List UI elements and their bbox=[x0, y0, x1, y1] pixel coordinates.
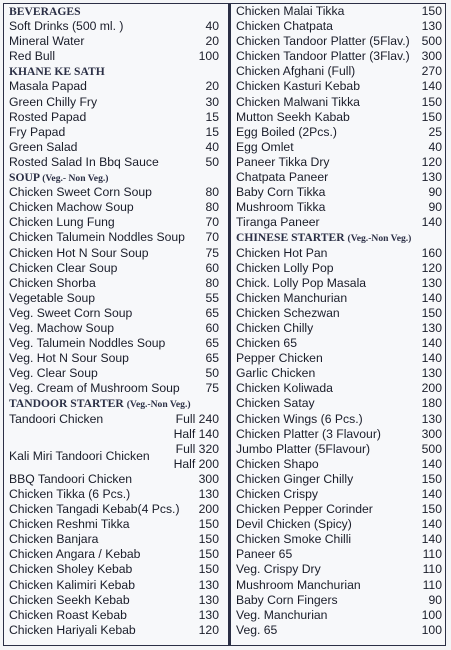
menu-item-price: 140 bbox=[421, 351, 442, 366]
menu-item-name: Chicken Banjara bbox=[9, 532, 99, 547]
menu-item-price: 75 bbox=[205, 381, 219, 396]
section-chinese-starter bbox=[236, 246, 442, 638]
menu-item-price: 120 bbox=[421, 154, 442, 169]
menu-item bbox=[236, 502, 442, 517]
menu-item bbox=[9, 34, 219, 49]
menu-item-tandoori-chicken bbox=[9, 412, 219, 442]
menu-item-name: Veg. Cream of Mushroom Soup bbox=[9, 381, 180, 396]
menu-item bbox=[236, 381, 442, 396]
section-heading-tandoor-starter: TANDOOR STARTER (Veg.-Non Veg.) bbox=[9, 397, 191, 411]
menu-item-price: 140 bbox=[421, 532, 442, 547]
menu-item bbox=[9, 49, 219, 64]
menu-item-name: Veg. Machow Soup bbox=[9, 320, 115, 335]
menu-item-name: Paneer 65 bbox=[236, 547, 293, 562]
menu-item-price: 140 bbox=[421, 290, 442, 305]
menu-item-price: 60 bbox=[205, 260, 219, 275]
section-heading-soup: SOUP (Veg.- Non Veg.) bbox=[9, 171, 109, 185]
menu-item-price: 500 bbox=[421, 34, 442, 49]
menu-item-price: 20 bbox=[205, 34, 219, 49]
menu-item bbox=[236, 291, 442, 306]
menu-item-price: 60 bbox=[205, 320, 219, 335]
menu-item-name: Chicken Tandoor Platter (5Flav.) bbox=[236, 34, 410, 49]
menu-item-price: 40 bbox=[205, 19, 219, 34]
menu-item-name: Chicken Shapo bbox=[236, 456, 319, 471]
menu-item bbox=[9, 502, 219, 517]
menu-item bbox=[9, 366, 219, 381]
menu-item bbox=[9, 562, 219, 577]
menu-item-price-half: Half 200 bbox=[173, 456, 219, 471]
menu-item bbox=[236, 200, 442, 215]
section-khane-ke-sath bbox=[9, 79, 219, 170]
menu-item bbox=[236, 562, 442, 577]
menu-item-name: BBQ Tandoori Chicken bbox=[9, 471, 133, 486]
menu-item-name: Chicken Lolly Pop bbox=[236, 260, 334, 275]
menu-item-price: 80 bbox=[205, 185, 219, 200]
menu-item bbox=[236, 517, 442, 532]
menu-item-name: Chicken Kalimiri Kebab bbox=[9, 577, 135, 592]
menu-item bbox=[236, 110, 442, 125]
menu-column-right bbox=[236, 4, 442, 638]
menu-item-price: 50 bbox=[205, 366, 219, 381]
menu-item-price: 130 bbox=[421, 19, 442, 34]
menu-item-price: 500 bbox=[421, 441, 442, 456]
section-tandoor-starter-continued bbox=[236, 4, 442, 230]
menu-item bbox=[9, 79, 219, 94]
menu-item-name: Mineral Water bbox=[9, 34, 85, 49]
menu-item bbox=[236, 547, 442, 562]
menu-item-price: 130 bbox=[198, 487, 219, 501]
menu-item bbox=[9, 472, 219, 487]
menu-item-name: Red Bull bbox=[9, 49, 56, 64]
menu-item bbox=[236, 532, 442, 547]
menu-item-price: 120 bbox=[198, 622, 219, 637]
menu-item-name: Green Chilly Fry bbox=[9, 94, 98, 109]
menu-item-name: Chick. Lolly Pop Masala bbox=[236, 275, 367, 290]
menu-item-name: Veg. Clear Soup bbox=[9, 366, 98, 381]
menu-item-price: 150 bbox=[198, 517, 219, 532]
menu-item bbox=[236, 427, 442, 442]
menu-item-name: Chicken Tangadi Kebab(4 Pcs.) bbox=[9, 502, 180, 517]
menu-item bbox=[236, 4, 442, 19]
menu-item bbox=[236, 306, 442, 321]
menu-item bbox=[9, 276, 219, 291]
menu-item bbox=[9, 246, 219, 261]
menu-item-price: 65 bbox=[205, 336, 219, 351]
menu-item-name: Chicken Reshmi Tikka bbox=[9, 517, 130, 532]
menu-item-name: Chicken Tikka (6 Pcs.) bbox=[9, 487, 131, 501]
menu-item-price: 130 bbox=[198, 592, 219, 607]
menu-item-name: Garlic Chicken bbox=[236, 366, 316, 381]
menu-item bbox=[9, 291, 219, 306]
menu-item-price: 100 bbox=[198, 49, 219, 64]
menu-item-price: 80 bbox=[205, 200, 219, 215]
menu-item bbox=[9, 578, 219, 593]
menu-item-name: Chicken Manchurian bbox=[236, 290, 348, 305]
menu-item-price: 160 bbox=[421, 245, 442, 260]
menu-item bbox=[9, 230, 219, 245]
menu-item bbox=[9, 321, 219, 336]
menu-item-price: 75 bbox=[205, 245, 219, 260]
menu-item-price: 150 bbox=[421, 94, 442, 109]
menu-item-price-half: Half 140 bbox=[173, 426, 219, 441]
menu-item-price: 200 bbox=[198, 502, 219, 517]
menu-item-price: 300 bbox=[198, 471, 219, 486]
menu-item-price: 300 bbox=[421, 49, 442, 64]
menu-item-name: Veg. Talumein Noddles Soup bbox=[9, 336, 166, 351]
menu-item-price: 15 bbox=[205, 109, 219, 124]
menu-item bbox=[9, 381, 219, 396]
menu-item-name: Chicken Platter (3 Flavour) bbox=[236, 426, 381, 441]
menu-item-price-full: Full 320 bbox=[175, 441, 219, 456]
menu-item-price: 130 bbox=[421, 275, 442, 290]
menu-item-name: Masala Papad bbox=[9, 79, 87, 94]
menu-item-price: 130 bbox=[198, 577, 219, 592]
menu-item bbox=[236, 95, 442, 110]
menu-item-name: Jumbo Platter (5Flavour) bbox=[236, 441, 371, 456]
menu-item bbox=[9, 155, 219, 170]
menu-item-name: Chicken Talumein Noddles Soup bbox=[9, 230, 185, 245]
menu-item bbox=[9, 19, 219, 34]
menu-item-price-options bbox=[174, 442, 219, 472]
menu-item-name: Vegetable Soup bbox=[9, 290, 96, 305]
menu-item bbox=[9, 547, 219, 562]
menu-item-name: Veg. Hot N Sour Soup bbox=[9, 351, 129, 366]
menu-item-price: 150 bbox=[421, 471, 442, 486]
menu-item-price: 90 bbox=[428, 200, 442, 215]
menu-item bbox=[236, 155, 442, 170]
menu-item-name: Devil Chicken (Spicy) bbox=[236, 517, 352, 532]
menu-item bbox=[9, 623, 219, 638]
menu-item-price: 150 bbox=[198, 562, 219, 577]
menu-item-price: 150 bbox=[421, 502, 442, 517]
menu-item-price: 140 bbox=[421, 456, 442, 471]
section-heading-beverages: BEVERAGES bbox=[9, 5, 81, 18]
menu-item-name: Chicken Satay bbox=[236, 396, 315, 411]
menu-item-name: Baby Corn Tikka bbox=[236, 185, 326, 200]
menu-item bbox=[236, 351, 442, 366]
menu-item bbox=[236, 336, 442, 351]
menu-item-name: Chicken Koliwada bbox=[236, 381, 333, 396]
menu-item-name: Chicken Hariyali Kebab bbox=[9, 622, 136, 637]
menu-item-name: Chicken Crispy bbox=[236, 487, 318, 501]
menu-item-price: 30 bbox=[205, 94, 219, 109]
menu-item-price: 140 bbox=[421, 215, 442, 230]
menu-item-name: Egg Boiled (2Pcs.) bbox=[236, 124, 337, 139]
menu-item bbox=[236, 457, 442, 472]
menu-item-name: Pepper Chicken bbox=[236, 351, 323, 366]
menu-item bbox=[236, 366, 442, 381]
menu-item-name: Fry Papad bbox=[9, 124, 66, 139]
column-divider bbox=[228, 3, 231, 646]
menu-item bbox=[236, 34, 442, 49]
menu-item-price: 40 bbox=[428, 139, 442, 154]
menu-item-price: 65 bbox=[205, 305, 219, 320]
menu-item-name: Chicken 65 bbox=[236, 336, 297, 351]
menu-item-price: 40 bbox=[205, 139, 219, 154]
menu-item-price: 270 bbox=[421, 64, 442, 79]
menu-item-name: Chicken Schezwan bbox=[236, 305, 340, 320]
menu-item-kali-miri-tandoori-chicken bbox=[9, 442, 219, 472]
menu-item bbox=[236, 487, 442, 502]
menu-item-price: 15 bbox=[205, 124, 219, 139]
menu-item bbox=[236, 608, 442, 623]
menu-item bbox=[9, 95, 219, 110]
menu-item bbox=[236, 593, 442, 608]
menu-item-price: 300 bbox=[421, 426, 442, 441]
menu-item-price: 140 bbox=[421, 336, 442, 351]
menu-item-price: 130 bbox=[421, 170, 442, 185]
menu-item bbox=[9, 110, 219, 125]
menu-item-name: Green Salad bbox=[9, 139, 78, 154]
menu-item bbox=[9, 336, 219, 351]
menu-item-name: Mutton Seekh Kabab bbox=[236, 109, 350, 124]
menu-item-name: Chicken Malwani Tikka bbox=[236, 94, 360, 109]
menu-item bbox=[236, 140, 442, 155]
menu-item bbox=[236, 472, 442, 487]
menu-item-price-full: Full 240 bbox=[175, 411, 219, 426]
menu-item bbox=[236, 412, 442, 427]
menu-item bbox=[9, 487, 219, 502]
menu-item-name: Egg Omlet bbox=[236, 139, 294, 154]
menu-item bbox=[9, 140, 219, 155]
menu-item bbox=[236, 261, 442, 276]
menu-item-name: Rosted Papad bbox=[9, 109, 87, 124]
menu-item-name: Veg. 65 bbox=[236, 622, 278, 637]
menu-item bbox=[236, 64, 442, 79]
menu-item-price: 150 bbox=[421, 4, 442, 18]
menu-item-name: Chicken Sholey Kebab bbox=[9, 562, 133, 577]
menu-item bbox=[236, 19, 442, 34]
menu-item bbox=[236, 321, 442, 336]
menu-item-price: 130 bbox=[421, 411, 442, 426]
menu-item-name: Chicken Hot N Sour Soup bbox=[9, 245, 149, 260]
menu-item-name: Chicken Chilly bbox=[236, 320, 314, 335]
menu-item-price: 150 bbox=[198, 532, 219, 547]
menu-item-price: 150 bbox=[421, 305, 442, 320]
menu-item bbox=[9, 517, 219, 532]
menu-item bbox=[236, 246, 442, 261]
menu-item-price: 130 bbox=[421, 366, 442, 381]
menu-item-price: 100 bbox=[421, 622, 442, 637]
menu-item-name: Rosted Salad In Bbq Sauce bbox=[9, 154, 159, 169]
menu-item-price: 90 bbox=[428, 185, 442, 200]
menu-item bbox=[236, 79, 442, 94]
menu-item-name: Mushroom Tikka bbox=[236, 200, 326, 215]
menu-item-price: 200 bbox=[421, 381, 442, 396]
menu-item-price: 65 bbox=[205, 351, 219, 366]
menu-item bbox=[236, 170, 442, 185]
menu-item-price: 130 bbox=[421, 320, 442, 335]
menu-item-name: Chicken Ginger Chilly bbox=[236, 471, 354, 486]
menu-item-name: Chicken Pepper Corinder bbox=[236, 502, 373, 517]
menu-item-price: 150 bbox=[421, 109, 442, 124]
menu-item-price: 70 bbox=[205, 215, 219, 230]
menu-item-name: Chicken Hot Pan bbox=[236, 245, 328, 260]
menu-item bbox=[9, 306, 219, 321]
menu-item-name: Veg. Manchurian bbox=[236, 607, 328, 622]
section-heading-chinese-starter: CHINESE STARTER (Veg.-Non Veg.) bbox=[236, 231, 412, 245]
menu-item-price: 140 bbox=[421, 517, 442, 532]
menu-item-name: Chicken Smoke Chilli bbox=[236, 532, 352, 547]
menu-item-name: Chicken Chatpata bbox=[236, 19, 333, 34]
menu-item-price: 110 bbox=[422, 547, 442, 562]
menu-item bbox=[236, 215, 442, 230]
menu-item-price-options bbox=[174, 412, 219, 442]
menu-item-name: Chicken Kasturi Kebab bbox=[236, 79, 360, 94]
menu-item-price: 25 bbox=[428, 124, 442, 139]
menu-item-price: 110 bbox=[422, 562, 442, 577]
menu-item-price: 130 bbox=[198, 607, 219, 622]
menu-item-name: Chicken Wings (6 Pcs.) bbox=[236, 411, 363, 426]
menu-item bbox=[9, 200, 219, 215]
menu-item-name: Chatpata Paneer bbox=[236, 170, 329, 185]
menu-item-name: Veg. Sweet Corn Soup bbox=[9, 305, 133, 320]
menu-item-price: 90 bbox=[428, 592, 442, 607]
menu-item-price: 20 bbox=[205, 79, 219, 94]
menu-item-price: 120 bbox=[421, 260, 442, 275]
menu-item-price: 70 bbox=[205, 230, 219, 245]
menu-column-left bbox=[9, 4, 219, 638]
menu-item-name: Chicken Afghani (Full) bbox=[236, 64, 356, 79]
menu-item-name: Chicken Machow Soup bbox=[9, 200, 134, 215]
section-soup bbox=[9, 185, 219, 396]
menu-item bbox=[9, 532, 219, 547]
menu-item bbox=[236, 442, 442, 457]
menu-item bbox=[236, 396, 442, 411]
menu-item-price: 180 bbox=[421, 396, 442, 411]
section-heading-khane-ke-sath: KHANE KE SATH bbox=[9, 65, 105, 79]
menu-item-name: Chicken Shorba bbox=[9, 275, 96, 290]
menu-item bbox=[236, 125, 442, 140]
menu-item bbox=[9, 608, 219, 623]
menu-item-price: 100 bbox=[421, 607, 442, 622]
menu-item bbox=[9, 215, 219, 230]
menu-item-price: 140 bbox=[421, 79, 442, 94]
menu-item-name: Paneer Tikka Dry bbox=[236, 154, 330, 169]
menu-item-name: Chicken Seekh Kebab bbox=[9, 592, 130, 607]
menu-item-name: Baby Corn Fingers bbox=[236, 592, 338, 607]
menu-item-price: 150 bbox=[198, 547, 219, 562]
section-beverages bbox=[9, 19, 219, 64]
menu-item-price: 55 bbox=[205, 290, 219, 305]
menu-item-name: Soft Drinks (500 ml. ) bbox=[9, 19, 124, 34]
menu-item-name: Chicken Lung Fung bbox=[9, 215, 115, 230]
menu-item-name: Chicken Roast Kebab bbox=[9, 607, 127, 622]
menu-item-price: 80 bbox=[205, 275, 219, 290]
menu-item-name: Chicken Clear Soup bbox=[9, 260, 118, 275]
menu-item bbox=[236, 185, 442, 200]
menu-item-name: Chicken Tandoor Platter (3Flav.) bbox=[236, 49, 410, 64]
menu-item bbox=[9, 351, 219, 366]
menu-item-name: Tandoori Chicken bbox=[9, 411, 104, 426]
menu-item bbox=[9, 125, 219, 140]
menu-item-price: 110 bbox=[422, 577, 442, 592]
menu-item bbox=[9, 261, 219, 276]
menu-item-name: Chicken Sweet Corn Soup bbox=[9, 185, 152, 200]
menu-item-price: 140 bbox=[421, 487, 442, 501]
menu-item-name: Tiranga Paneer bbox=[236, 215, 320, 230]
menu-item-name: Chicken Malai Tikka bbox=[236, 4, 345, 18]
menu-item-name: Kali Miri Tandoori Chicken bbox=[9, 449, 150, 464]
menu-item bbox=[9, 593, 219, 608]
menu-item-name: Chicken Angara / Kebab bbox=[9, 547, 141, 562]
menu-item bbox=[236, 49, 442, 64]
menu-item bbox=[236, 623, 442, 638]
menu-item-name: Veg. Crispy Dry bbox=[236, 562, 321, 577]
menu-item bbox=[236, 578, 442, 593]
menu-item-name: Mushroom Manchurian bbox=[236, 577, 361, 592]
section-tandoor-starter bbox=[9, 472, 219, 638]
menu-item bbox=[9, 185, 219, 200]
menu-item-price: 50 bbox=[205, 154, 219, 169]
menu-item bbox=[236, 276, 442, 291]
